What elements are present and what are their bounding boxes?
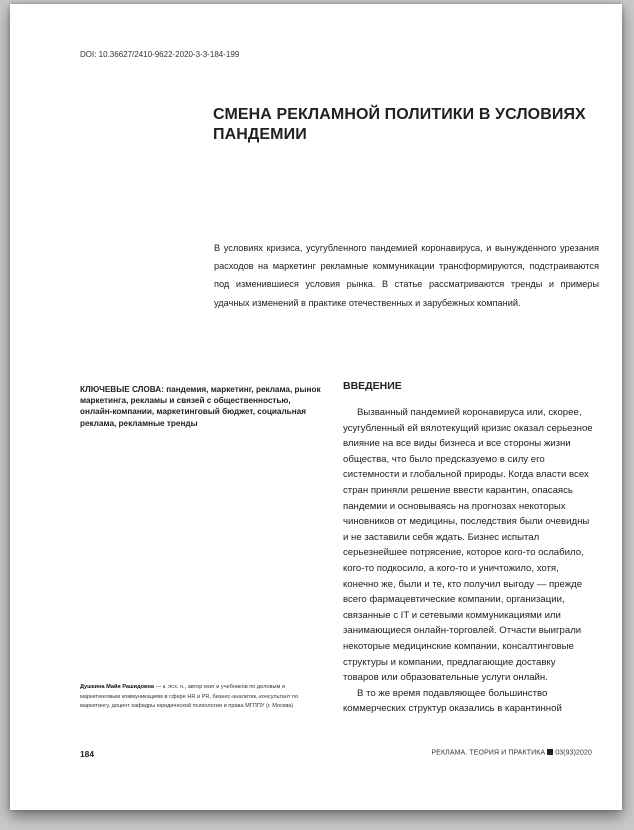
body-paragraph: Вызванный пандемией коронавируса или, скорее, усугубленный ей вялотекущий кризис оказал серьезное влияние на все виды бизнеса и все стороны жизни общества, что было предсказуемо в силу его системности и глобальной природы. Когда власти всех стран приняли решение ввести карантин, опасаясь пандемии и основываясь на прогнозах некоторых чиновников от медицины, последствия были очевидны и не заставили себя ждать. Бизнес испытал серьезнейшее потрясение, которое кого-то ослабило, кого-то подкосило, а кого-то и уничтожило, хотя, конечно же, были и те, кто получил выгоду — прежде всего фармацевтические компании, организации, связанные с IT и сетевыми коммуникациями или занимающиеся онлайн-торговлей. Отчасти выиграли некоторые медицинские компании, консалтинговые структуры и компании, предлагающие доставку товаров или образовательные услуги онлайн. [343, 407, 593, 684]
running-footer [431, 749, 592, 757]
body-paragraph: В то же время подавляющее большинство коммерческих структур оказались в карантинной [343, 687, 562, 715]
author-info [80, 683, 325, 712]
section-title: ВВЕДЕНИЕ [343, 380, 402, 392]
abstract: В условиях кризиса, усугубленного пандемией коронавируса, и вынужденного урезания расходов на маркетинг рекламные коммуникации трансформируются, подстраиваются под изменившиеся условия рынка. В статье рассматриваются тренды и примеры удачных изменений в практике отечественных и зарубежных компаний. [214, 243, 599, 308]
author-description: — к. псх. н., автор книг и учебников по деловым и маркетинговым коммуникациям в сфере HR и PR, бизнес-аналитик, консультант по маркетингу, доцент кафедры юридической психологии и права МГППУ (г. Москва) [80, 684, 299, 710]
square-bullet-icon [547, 749, 553, 755]
doi-label: DOI: 10.36627/2410-9622-2020-3-3-184-199 [80, 50, 240, 59]
page-number: 184 [80, 749, 94, 759]
journal-page [10, 4, 622, 810]
keywords: КЛЮЧЕВЫЕ СЛОВА: пандемия, маркетинг, реклама, рынок маркетинга, рекламы и связей с общественностью, онлайн-компании, маркетинговый бюджет, социальная реклама, рекламные тренды [80, 385, 321, 428]
author-name: Душкина Майя Рашидовна [80, 684, 154, 690]
journal-name: РЕКЛАМА. ТЕОРИЯ И ПРАКТИКА [431, 749, 546, 757]
issue-number: 03(93)2020 [555, 749, 592, 757]
body-text [343, 405, 593, 717]
article-title: СМЕНА РЕКЛАМНОЙ ПОЛИТИКИ В УСЛОВИЯХ ПАНДЕМИИ [213, 106, 586, 143]
